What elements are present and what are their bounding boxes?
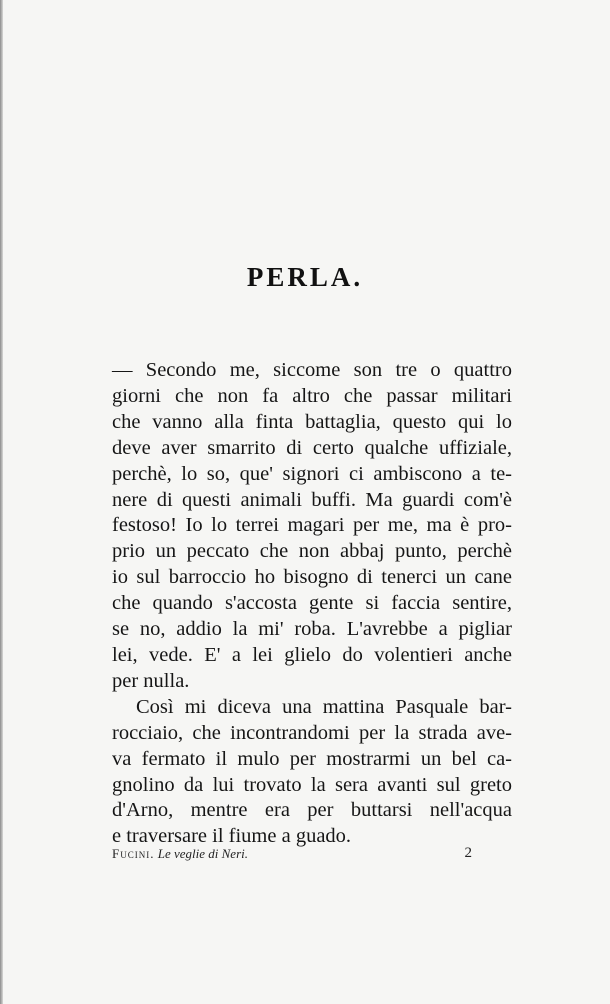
text-line: deve aver smarrito di certo qualche uffiziale, bbox=[112, 436, 512, 459]
text-line: lei, vede. E' a lei glielo do volentieri anche bbox=[112, 643, 512, 666]
footer-author: Fucini. bbox=[112, 846, 155, 861]
text-line: che vanno alla finta battaglia, questo qui lo bbox=[112, 410, 512, 433]
text-line: rocciaio, che incontrandomi per la strada ave- bbox=[112, 721, 512, 744]
text-line: perchè, lo so, que' signori ci ambiscono a te- bbox=[112, 462, 512, 485]
chapter-title: PERLA. bbox=[246, 262, 364, 292]
text-line: nere di questi animali buffi. Ma guardi com'è bbox=[112, 488, 512, 511]
page-number: 2 bbox=[464, 845, 472, 861]
text-line: per nulla. bbox=[112, 669, 190, 692]
text-line: io sul barroccio ho bisogno di tenerci un cane bbox=[112, 566, 512, 589]
text-line: se no, addio la mi' roba. L'avrebbe a pigliar bbox=[112, 618, 512, 641]
paragraph-1 bbox=[112, 358, 512, 695]
text-line: e traversare il fiume a guado. bbox=[112, 825, 352, 848]
page-footer bbox=[112, 846, 512, 862]
text-line: Così mi diceva una mattina Pasquale bar- bbox=[136, 695, 512, 718]
page-binding-edge bbox=[0, 0, 3, 1004]
text-line: prio un peccato che non abbaj punto, perchè bbox=[112, 540, 512, 563]
footer-book-title: Le veglie di Neri. bbox=[157, 846, 248, 861]
body-text bbox=[112, 358, 512, 850]
text-line: giorni che non fa altro che passar militari bbox=[112, 384, 512, 407]
paragraph-2 bbox=[112, 695, 512, 850]
text-line: gnolino da lui trovato la sera avanti sul greto bbox=[112, 773, 512, 796]
text-line: d'Arno, mentre era per buttarsi nell'acqua bbox=[112, 799, 512, 822]
text-line: va fermato il mulo per mostrarmi un bel ca- bbox=[112, 747, 512, 770]
text-line: che quando s'accosta gente si faccia sentire, bbox=[112, 592, 512, 615]
text-line: — Secondo me, siccome son tre o quattro bbox=[112, 359, 512, 381]
text-line: festoso! Io lo terrei magari per me, ma è pro- bbox=[112, 514, 512, 537]
